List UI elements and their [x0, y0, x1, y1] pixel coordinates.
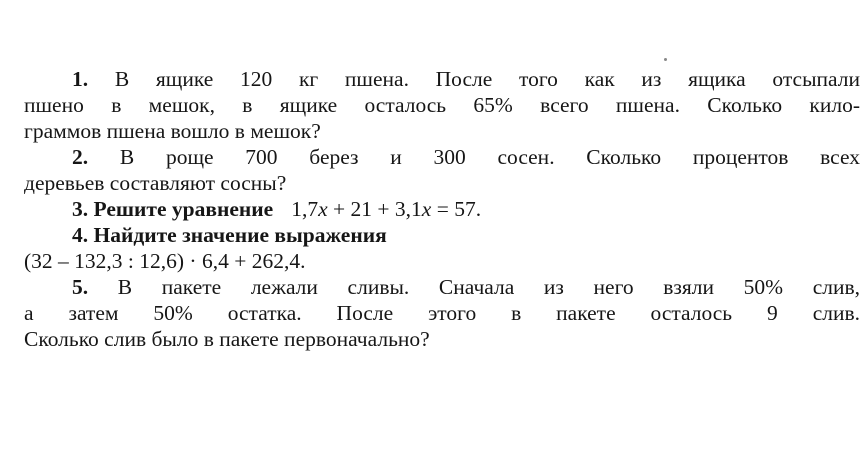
- problem-2: [24, 144, 860, 196]
- problem-5-text-3: Сколько слив было в пакете первоначально?: [24, 327, 430, 351]
- equation-part-1: 1,7: [291, 197, 319, 221]
- problem-3: [24, 196, 860, 222]
- problem-1: [24, 66, 860, 144]
- equation-part-3: = 57.: [431, 197, 482, 221]
- problem-4-line-2: [24, 248, 860, 274]
- problem-2-number: 2.: [72, 145, 89, 169]
- problem-1-line-2: [24, 92, 860, 118]
- equation-part-2: + 21 + 3,1: [327, 197, 422, 221]
- scan-speck: [664, 58, 667, 61]
- problem-3-number: 3.: [72, 197, 89, 221]
- problem-5-text-1: В пакете лежали сливы. Сначала из него взяли 50% слив,: [117, 275, 861, 299]
- problem-2-line-2: [24, 170, 860, 196]
- problem-1-line-1: [24, 66, 860, 92]
- problem-1-text-1: В ящике 120 кг пшена. После того как из ящика отсыпали: [114, 67, 861, 91]
- problem-5: [24, 274, 860, 352]
- problem-1-text-2: пшено в мешок, в ящике осталось 65% всего пшена. Сколько кило-: [24, 93, 860, 117]
- equation-var-2: x: [421, 197, 432, 221]
- problem-5-line-2: [24, 300, 860, 326]
- problem-4-number: 4.: [72, 223, 89, 247]
- problem-5-text-2: а затем 50% остатка. После этого в пакете осталось 9 слив.: [24, 301, 860, 325]
- problem-2-text-2: деревьев составляют сосны?: [24, 171, 287, 195]
- problem-sheet: [24, 66, 860, 352]
- problem-5-line-3: [24, 326, 860, 352]
- problem-4: [24, 222, 860, 274]
- equation-var-1: x: [318, 197, 328, 221]
- problem-2-text-1: В роще 700 берез и 300 сосен. Сколько процентов всех: [119, 145, 861, 169]
- problem-4-expression: (32 – 132,3 : 12,6) · 6,4 + 262,4.: [24, 249, 306, 273]
- problem-1-number: 1.: [72, 67, 89, 91]
- problem-5-line-1: [24, 274, 860, 300]
- problem-1-text-3: граммов пшена вошло в мешок?: [24, 119, 321, 143]
- problem-2-line-1: [24, 144, 860, 170]
- problem-4-line-1: [24, 222, 860, 248]
- problem-1-line-3: [24, 118, 860, 144]
- problem-3-line-1: [24, 196, 860, 222]
- problem-3-equation: [291, 197, 481, 221]
- problem-3-label: Решите уравнение: [93, 197, 274, 221]
- problem-4-label: Найдите значение выражения: [93, 223, 387, 247]
- problem-5-number: 5.: [72, 275, 89, 299]
